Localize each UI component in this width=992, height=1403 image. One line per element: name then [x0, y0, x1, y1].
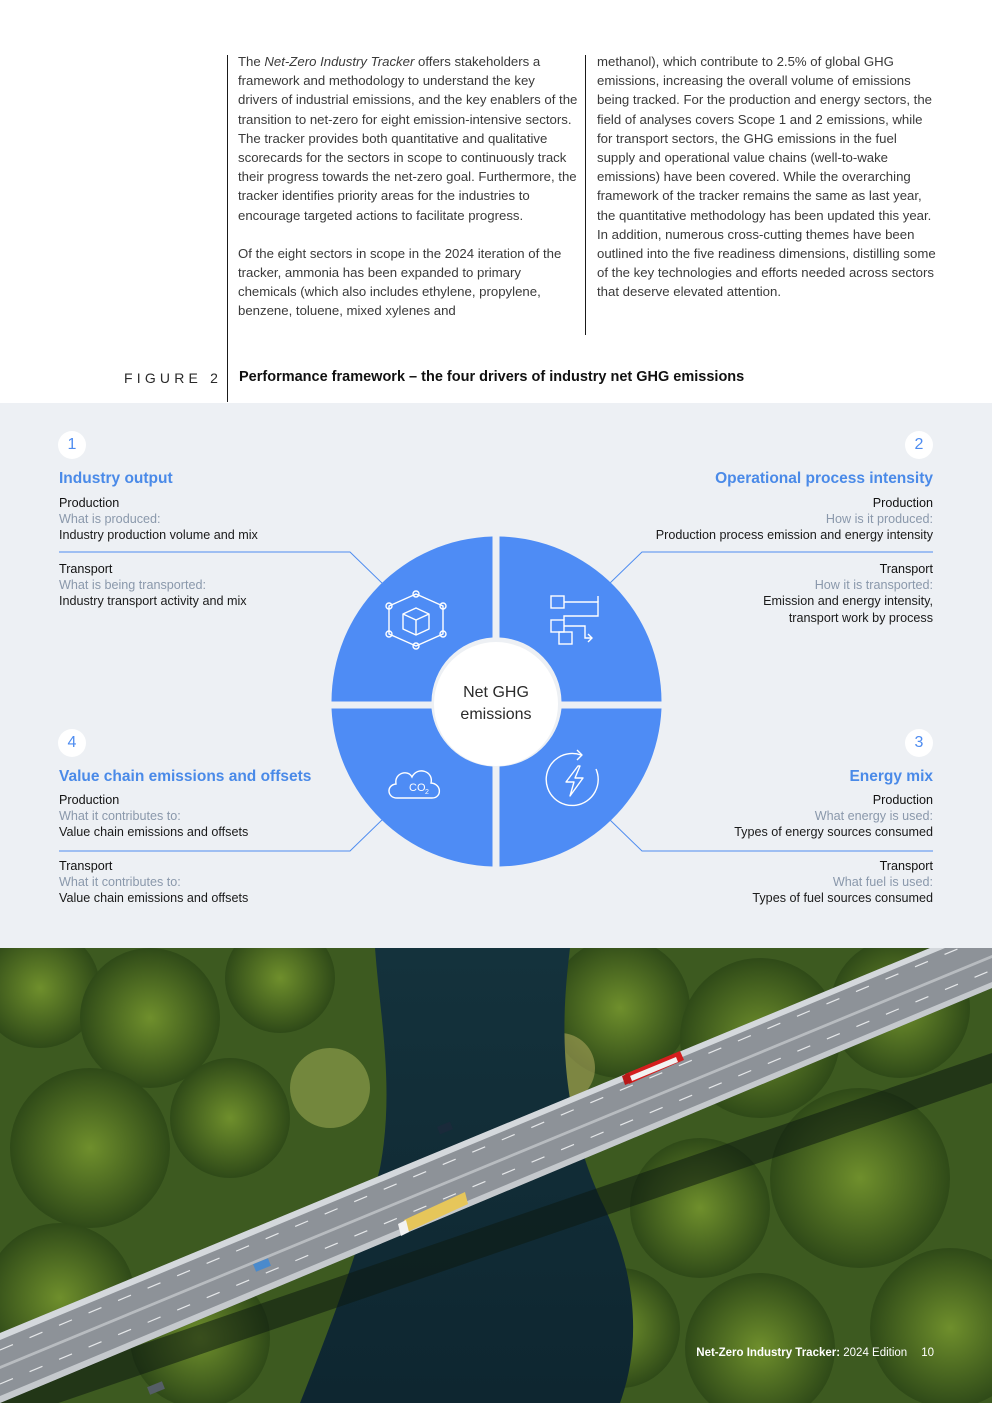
center-label-line-2: emissions [460, 706, 532, 723]
figure-panel [0, 403, 992, 948]
footer-title: Net-Zero Industry Tracker: [696, 1347, 841, 1359]
driver-1-production: Production What is produced: Industry production volume and mix [59, 496, 258, 543]
center-label-line-1: Net GHG [463, 684, 529, 701]
driver-2-title: Operational process intensity [715, 470, 933, 487]
driver-3-title: Energy mix [849, 768, 933, 785]
driver-3-production: Production What energy is used: Types of energy sources consumed [734, 793, 933, 840]
driver-3-number: 3 [905, 729, 933, 757]
driver-1-number: 1 [58, 431, 86, 459]
driver-1-title: Industry output [59, 470, 173, 487]
intro-column-2 [597, 52, 937, 321]
driver-4-number: 4 [58, 729, 86, 757]
intro-paragraph-3: methanol), which contribute to 2.5% of global GHG emissions, increasing the overall volume of emissions being tracked. For the production and energy sectors, the field of analyses covers Scope 1 and 2 emissions, while for transport sectors, the GHG emissions in the fuel supply and operational value chains (well-to-wake emissions) have been covered. While the overarching framework of the tracker remains the same as last year, the quantitative methodology has been updated this year. In addition, numerous cross-cutting themes have been outlined into the five readiness dimensions, distilling some of the key technologies and efforts needed across sectors that deserve elevated attention. [597, 54, 936, 300]
driver-2-number: 2 [905, 431, 933, 459]
driver-1-transport: Transport What is being transported: Industry transport activity and mix [59, 562, 247, 609]
driver-4-production: Production What it contributes to: Value chain emissions and offsets [59, 793, 249, 840]
column-rule-right [585, 55, 586, 335]
driver-3-transport: Transport What fuel is used: Types of fuel sources consumed [752, 859, 933, 906]
driver-4-title: Value chain emissions and offsets [59, 768, 312, 785]
svg-text:2: 2 [425, 789, 429, 796]
column-rule-left [227, 55, 228, 402]
footer-edition: 2024 Edition [840, 1347, 908, 1359]
driver-4-transport: Transport What it contributes to: Value chain emissions and offsets [59, 859, 249, 906]
driver-2-transport: Transport How it is transported: Emission and energy intensity, transport work by process [763, 562, 933, 625]
svg-text:CO: CO [409, 782, 426, 794]
bridge-aerial-photo [0, 948, 992, 1403]
intro-paragraph-2: Of the eight sectors in scope in the 2024 iteration of the tracker, ammonia has been expanded to primary chemicals (which also includes ethylene, propylene, benzene, toluene, mixed xylenes and [238, 245, 562, 319]
figure-title: Performance framework – the four drivers of industry net GHG emissions [239, 369, 745, 385]
intro-paragraph-1: The Net-Zero Industry Tracker offers stakeholders a framework and methodology to understand the key drivers of industrial emissions, and the key enablers of the transition to net-zero for eight emission-intensive sectors. The tracker provides both quantitative and qualitative scorecards for the sectors in scope to continuously track their progress towards the net-zero goal. Furthermore, the tracker identifies priority areas for the industries to encourage targeted actions to facilitate progress. [238, 54, 578, 223]
intro-column-1 [238, 52, 578, 340]
driver-2-production: Production How is it produced: Production process emission and energy intensity [655, 496, 933, 543]
bridge-illustration [0, 948, 992, 1403]
figure-label: FIGURE 2 [124, 370, 223, 386]
page-footer [696, 1347, 934, 1359]
page-number: 10 [921, 1347, 934, 1359]
